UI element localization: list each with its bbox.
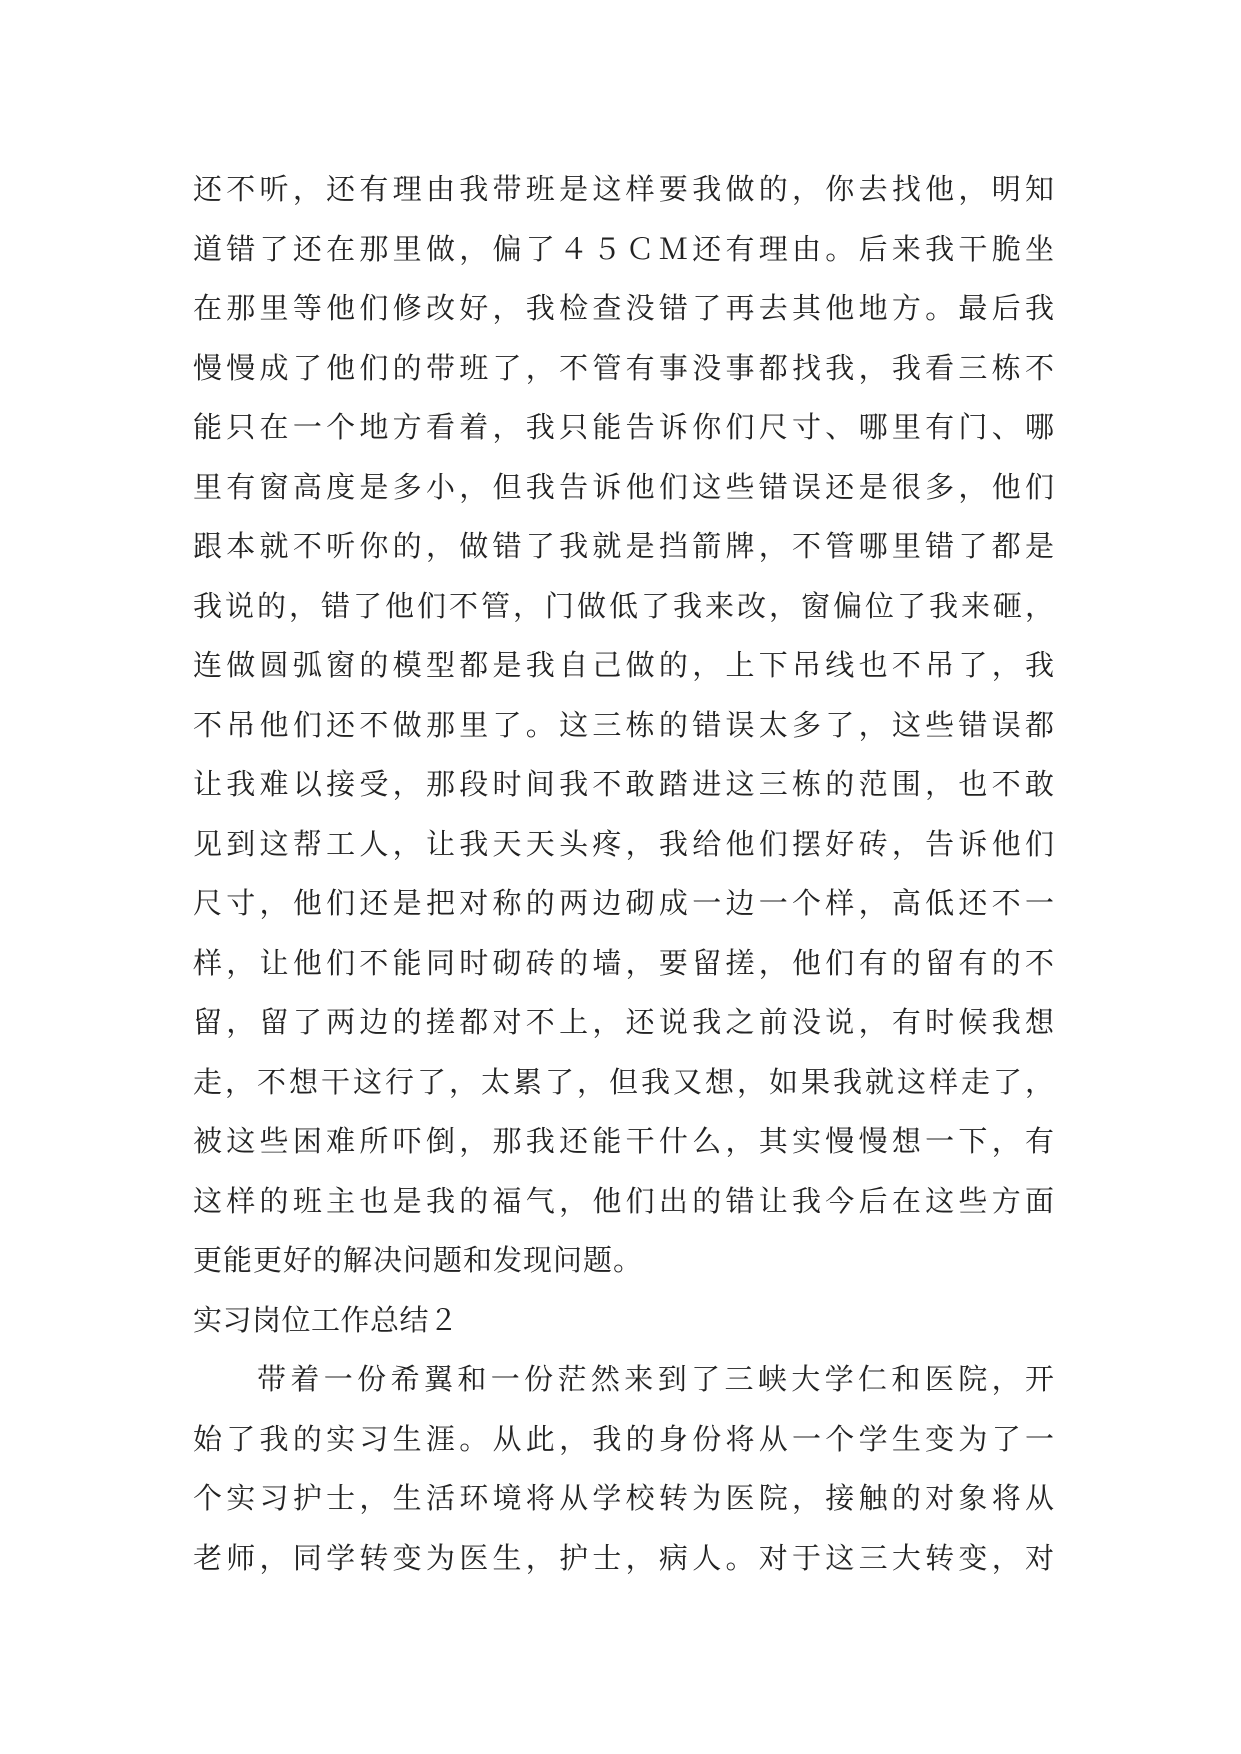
text-line: 尺寸，他们还是把对称的两边砌成一边一个样，高低还不一 [193,886,1055,920]
text-line: 还不听，还有理由我带班是这样要我做的，你去找他，明知 [193,172,1055,206]
paragraph-1 [193,160,1055,1291]
text-line: 不吊他们还不做那里了。这三栋的错误太多了，这些错误都 [193,707,1055,742]
text-line: 连做圆弧窗的模型都是我自己做的，上下吊线也不吊了，我 [193,648,1055,682]
text-line: 走，不想干这行了，太累了，但我又想，如果我就这样走了， [193,1064,1055,1099]
text-line: 老师，同学转变为医生，护士，病人。对于这三大转变，对 [193,1540,1055,1575]
section-heading: 实习岗位工作总结２ [193,1302,459,1337]
text-line: 里有窗高度是多小，但我告诉他们这些错误还是很多，他们 [193,469,1055,504]
text-line: 慢慢成了他们的带班了，不管有事没事都找我，我看三栋不 [193,350,1055,385]
text-line: 被这些困难所吓倒，那我还能干什么，其实慢慢想一下，有 [193,1124,1055,1158]
text-line: 留，留了两边的搓都对不上，还说我之前没说，有时候我想 [193,1005,1055,1039]
document-body [193,160,1055,1588]
text-line: 让我难以接受，那段时间我不敢踏进这三栋的范围，也不敢 [193,767,1055,801]
text-line: 在那里等他们修改好，我检查没错了再去其他地方。最后我 [193,291,1055,325]
text-line: 样，让他们不能同时砌砖的墙，要留搓，他们有的留有的不 [193,945,1055,980]
text-line: 我说的，错了他们不管，门做低了我来改，窗偏位了我来砸， [193,588,1055,623]
text-line: 始了我的实习生涯。从此，我的身份将从一个学生变为了一 [193,1421,1055,1456]
text-line: 个实习护士，生活环境将从学校转为医院，接触的对象将从 [193,1481,1055,1515]
text-line: 这样的班主也是我的福气，他们出的错让我今后在这些方面 [193,1183,1055,1218]
paragraph-2 [193,1350,1055,1588]
text-line: 跟本就不听你的，做错了我就是挡箭牌，不管哪里错了都是 [193,529,1055,563]
text-line: 道错了还在那里做，偏了４５ＣＭ还有理由。后来我干脆坐 [193,231,1055,266]
text-line: 见到这帮工人，让我天天头疼，我给他们摆好砖，告诉他们 [193,826,1055,861]
text-line: 能只在一个地方看着，我只能告诉你们尺寸、哪里有门、哪 [193,410,1055,444]
text-line: 带着一份希翼和一份茫然来到了三峡大学仁和医院，开 [257,1362,1055,1396]
text-line: 更能更好的解决问题和发现问题。 [193,1243,644,1277]
